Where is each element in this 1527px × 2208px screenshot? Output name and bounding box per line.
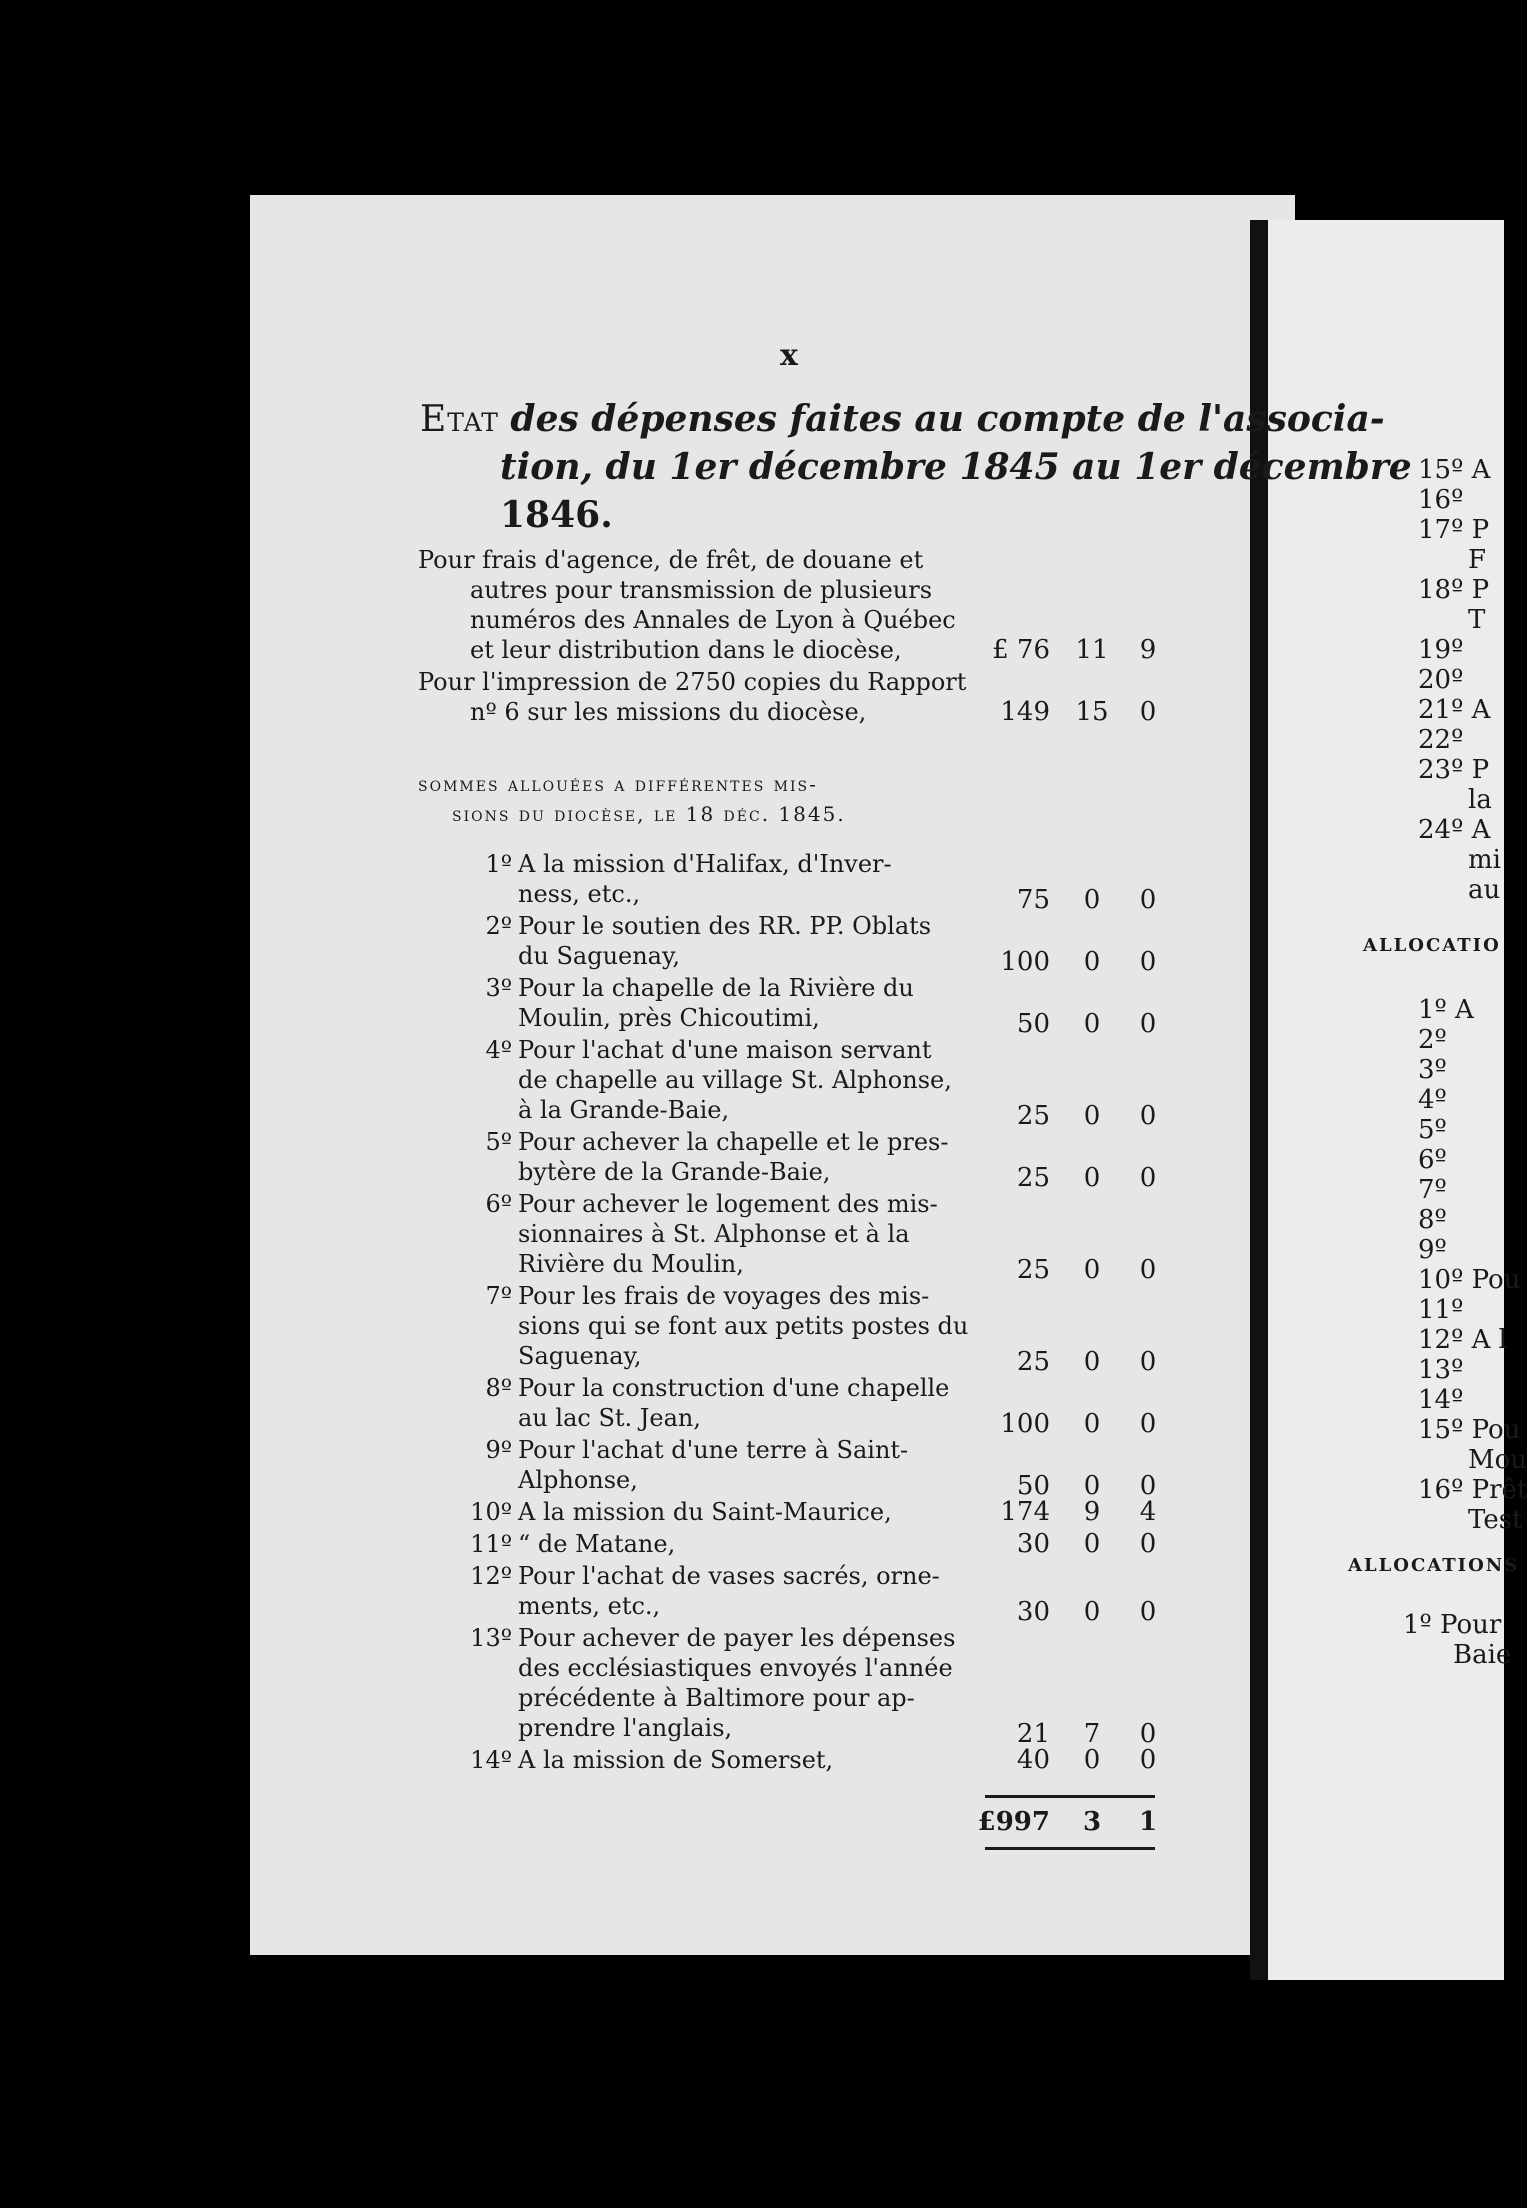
- amount-pounds: 25: [1016, 1101, 1050, 1131]
- total-pounds: £997: [977, 1807, 1050, 1837]
- amount-pounds: 21: [1016, 1719, 1050, 1749]
- item-line: ness, etc.,: [518, 880, 641, 908]
- amount-pence: 0: [1139, 1255, 1157, 1285]
- amount-pounds: 40: [1016, 1745, 1050, 1775]
- amount-pounds: 25: [1016, 1347, 1050, 1377]
- amount-pounds: 30: [1016, 1597, 1050, 1627]
- amount-shillings: 0: [1083, 885, 1101, 915]
- right-page-line: 16º: [1418, 485, 1464, 515]
- title-line-1: des dépenses faites au compte de l'associa-: [510, 398, 1385, 440]
- right-page-line: 14º: [1418, 1385, 1464, 1415]
- amount-pence: 0: [1139, 947, 1157, 977]
- page-folio: x: [780, 338, 798, 373]
- item-number: 5º: [485, 1128, 512, 1156]
- amount-shillings: 0: [1083, 947, 1101, 977]
- amount-pence: 9: [1139, 635, 1157, 665]
- item-line: sions qui se font aux petits postes du: [518, 1312, 969, 1340]
- right-page-line: 17º P: [1418, 515, 1490, 545]
- right-page-line: mi: [1468, 845, 1501, 875]
- title-line-2: tion, du 1er décembre 1845 au 1er décembre: [500, 446, 1412, 488]
- item-line: de chapelle au village St. Alphonse,: [518, 1066, 952, 1094]
- right-page-line: 9º: [1418, 1235, 1447, 1265]
- item-number: 6º: [485, 1190, 512, 1218]
- right-page-line: 3º: [1418, 1055, 1447, 1085]
- right-page-line: 10º Pou: [1418, 1265, 1521, 1295]
- item-number: 12º: [470, 1562, 512, 1590]
- intro-line: nº 6 sur les missions du diocèse,: [470, 698, 867, 726]
- right-page-header: ALLOCATIONS: [1348, 1555, 1520, 1576]
- right-page-line: 11º: [1418, 1295, 1464, 1325]
- right-page-line: 21º A: [1418, 695, 1491, 725]
- item-line: “ de Matane,: [518, 1530, 676, 1558]
- right-page-line: Test: [1468, 1505, 1523, 1535]
- total-rule-bottom: [985, 1847, 1155, 1850]
- amount-pence: 0: [1139, 885, 1157, 915]
- item-line: du Saguenay,: [518, 942, 680, 970]
- item-line: Pour l'achat d'une terre à Saint-: [518, 1436, 909, 1464]
- amount-shillings: 15: [1075, 697, 1109, 727]
- amount-pounds: 30: [1016, 1529, 1050, 1559]
- item-number: 1º: [485, 850, 512, 878]
- amount-pence: 0: [1139, 1597, 1157, 1627]
- right-page-line: 18º P: [1418, 575, 1490, 605]
- intro-line: et leur distribution dans le diocèse,: [470, 636, 902, 664]
- item-number: 10º: [470, 1498, 512, 1526]
- amount-pence: 0: [1139, 1529, 1157, 1559]
- item-number: 9º: [485, 1436, 512, 1464]
- item-line: A la mission de Somerset,: [518, 1746, 834, 1774]
- amount-pence: 0: [1139, 1409, 1157, 1439]
- amount-shillings: 0: [1083, 1163, 1101, 1193]
- intro-line: Pour frais d'agence, de frêt, de douane et: [418, 546, 924, 574]
- right-page-line: 6º: [1418, 1145, 1447, 1175]
- right-page-line: 23º P: [1418, 755, 1490, 785]
- right-page-line: 22º: [1418, 725, 1464, 755]
- item-line: Alphonse,: [518, 1466, 638, 1494]
- item-line: à la Grande-Baie,: [518, 1096, 730, 1124]
- amount-pounds: 100: [1000, 1409, 1050, 1439]
- item-line: Saguenay,: [518, 1342, 642, 1370]
- item-line: Moulin, près Chicoutimi,: [518, 1004, 820, 1032]
- total-rule-top: [985, 1795, 1155, 1798]
- item-line: des ecclésiastiques envoyés l'année: [518, 1654, 953, 1682]
- right-page-header: ALLOCATIO: [1363, 935, 1501, 956]
- item-line: Rivière du Moulin,: [518, 1250, 744, 1278]
- section-header: sommes allouées a différentes mis-: [418, 772, 818, 796]
- amount-pounds: 25: [1016, 1255, 1050, 1285]
- amount-shillings: 0: [1083, 1255, 1101, 1285]
- amount-shillings: 0: [1083, 1009, 1101, 1039]
- amount-pounds: £ 76: [992, 635, 1050, 665]
- amount-pounds: 50: [1016, 1471, 1050, 1501]
- item-line: Pour l'achat de vases sacrés, orne-: [518, 1562, 940, 1590]
- amount-shillings: 0: [1083, 1529, 1101, 1559]
- item-number: 11º: [470, 1530, 512, 1558]
- amount-pence: 0: [1139, 697, 1157, 727]
- amount-shillings: 7: [1083, 1719, 1101, 1749]
- amount-pence: 0: [1139, 1163, 1157, 1193]
- section-header: sions du diocèse, le 18 déc. 1845.: [452, 802, 846, 826]
- amount-pence: 0: [1139, 1101, 1157, 1131]
- item-number: 13º: [470, 1624, 512, 1652]
- item-number: 14º: [470, 1746, 512, 1774]
- item-number: 8º: [485, 1374, 512, 1402]
- item-line: précédente à Baltimore pour ap-: [518, 1684, 915, 1712]
- item-line: Pour l'achat d'une maison servant: [518, 1036, 932, 1064]
- right-page-line: 13º: [1418, 1355, 1464, 1385]
- right-page-line: au: [1468, 875, 1501, 905]
- right-page-line: la: [1468, 785, 1492, 815]
- amount-shillings: 0: [1083, 1745, 1101, 1775]
- item-line: sionnaires à St. Alphonse et à la: [518, 1220, 910, 1248]
- right-page-line: 15º Pou: [1418, 1415, 1521, 1445]
- right-page-line: 20º: [1418, 665, 1464, 695]
- item-line: Pour achever de payer les dépenses: [518, 1624, 956, 1652]
- title-line-3: 1846.: [500, 494, 613, 536]
- amount-pounds: 75: [1016, 885, 1050, 915]
- right-page-line: 16º Prêt: [1418, 1475, 1527, 1505]
- amount-pence: 4: [1139, 1497, 1157, 1527]
- amount-shillings: 9: [1083, 1497, 1101, 1527]
- intro-line: numéros des Annales de Lyon à Québec: [470, 606, 956, 634]
- amount-shillings: 0: [1083, 1101, 1101, 1131]
- right-page-line: 8º: [1418, 1205, 1447, 1235]
- amount-pounds: 149: [1000, 697, 1050, 727]
- item-line: Pour achever le logement des mis-: [518, 1190, 938, 1218]
- right-page-line: F: [1468, 545, 1487, 575]
- right-page-line: 2º: [1418, 1025, 1447, 1055]
- right-page-line: 7º: [1418, 1175, 1447, 1205]
- intro-line: autres pour transmission de plusieurs: [470, 576, 933, 604]
- total-pence: 1: [1138, 1807, 1158, 1837]
- amount-pounds: 25: [1016, 1163, 1050, 1193]
- item-line: bytère de la Grande-Baie,: [518, 1158, 831, 1186]
- right-page-line: 4º: [1418, 1085, 1447, 1115]
- item-line: Pour la chapelle de la Rivière du: [518, 974, 914, 1002]
- right-page-line: 24º A: [1418, 815, 1491, 845]
- amount-shillings: 0: [1083, 1409, 1101, 1439]
- item-line: prendre l'anglais,: [518, 1714, 733, 1742]
- amount-pence: 0: [1139, 1719, 1157, 1749]
- item-line: Pour les frais de voyages des mis-: [518, 1282, 930, 1310]
- right-page-line: 5º: [1418, 1115, 1447, 1145]
- intro-line: Pour l'impression de 2750 copies du Rapport: [418, 668, 967, 696]
- title-cap: Etat: [420, 399, 499, 440]
- item-line: Pour achever la chapelle et le pres-: [518, 1128, 949, 1156]
- right-page-line: 15º A: [1418, 455, 1491, 485]
- amount-pence: 0: [1139, 1745, 1157, 1775]
- right-page-line: T: [1468, 605, 1486, 635]
- item-line: Pour la construction d'une chapelle: [518, 1374, 950, 1402]
- amount-shillings: 0: [1083, 1347, 1101, 1377]
- right-page-line: 12º A l: [1418, 1325, 1507, 1355]
- amount-pounds: 50: [1016, 1009, 1050, 1039]
- item-line: au lac St. Jean,: [518, 1404, 702, 1432]
- item-number: 2º: [485, 912, 512, 940]
- right-page-line: 1º Pour: [1403, 1610, 1502, 1640]
- right-page-line: Baie: [1453, 1640, 1512, 1670]
- item-line: ments, etc.,: [518, 1592, 661, 1620]
- amount-pence: 0: [1139, 1471, 1157, 1501]
- item-number: 4º: [485, 1036, 512, 1064]
- amount-pounds: 100: [1000, 947, 1050, 977]
- item-number: 3º: [485, 974, 512, 1002]
- amount-pence: 0: [1139, 1009, 1157, 1039]
- amount-shillings: 11: [1075, 635, 1109, 665]
- amount-pence: 0: [1139, 1347, 1157, 1377]
- item-line: A la mission d'Halifax, d'Inver-: [518, 850, 892, 878]
- amount-pounds: 174: [1000, 1497, 1050, 1527]
- amount-shillings: 0: [1083, 1597, 1101, 1627]
- right-page-line: 19º: [1418, 635, 1464, 665]
- item-line: A la mission du Saint-Maurice,: [518, 1498, 892, 1526]
- total-shillings: 3: [1082, 1807, 1102, 1837]
- right-page-line: 1º A: [1418, 995, 1474, 1025]
- item-line: Pour le soutien des RR. PP. Oblats: [518, 912, 932, 940]
- right-page-line: Mou: [1468, 1445, 1527, 1475]
- amount-shillings: 0: [1083, 1471, 1101, 1501]
- item-number: 7º: [485, 1282, 512, 1310]
